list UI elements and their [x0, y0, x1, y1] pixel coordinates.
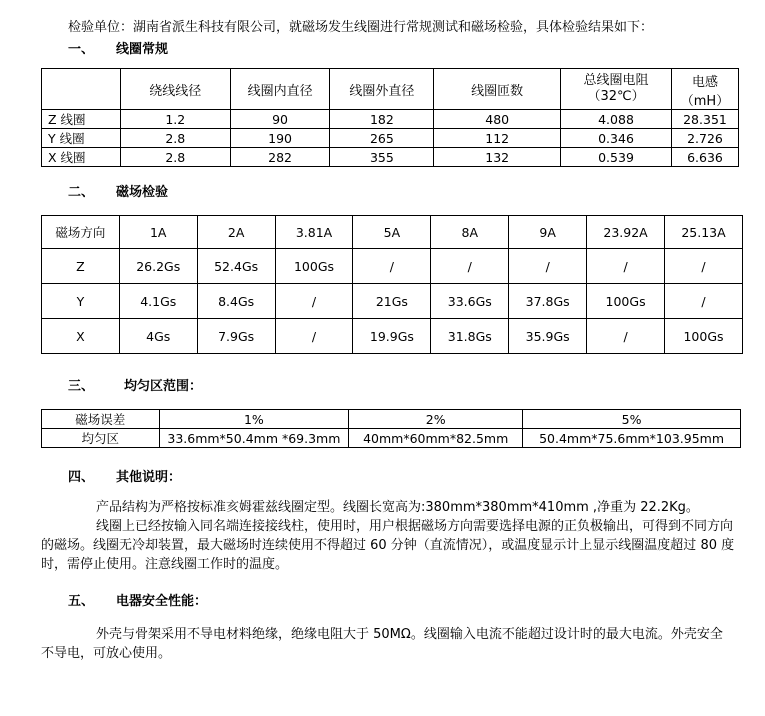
table-row — [42, 249, 743, 284]
table-header-cell: 2A — [197, 216, 275, 249]
table-cell: 100Gs — [587, 284, 665, 319]
section-3-number: 三、 — [68, 379, 95, 394]
section-2-title: 磁场检验 — [116, 185, 169, 200]
table-row — [42, 319, 743, 354]
table-cell: 182 — [330, 110, 434, 129]
table-row — [42, 110, 739, 129]
table-cell: 2.726 — [671, 129, 738, 148]
table-header-cell: 23.92A — [587, 216, 665, 249]
table-cell: / — [509, 249, 587, 284]
notes-paragraph-2: 线圈上已经按输入同名端连接接线柱，使用时，用户根据磁场方向需要选择电源的正负极输出，可得到不同方向的磁场。线圈无冷却装置，最大磁场时连续使用不得超过 60 分钟（直流情况），或温度显示计上显示线圈温度超过 80 度时，需停止使用。注意线圈工作时的温度。 — [41, 519, 735, 572]
table-cell: 35.9Gs — [509, 319, 587, 354]
table-cell: Y — [42, 284, 120, 319]
table-cell: 100Gs — [665, 319, 743, 354]
table-cell: 均匀区 — [42, 429, 160, 448]
table-cell: / — [587, 249, 665, 284]
table-cell: 26.2Gs — [119, 249, 197, 284]
table-cell: X — [42, 319, 120, 354]
table-cell: 31.8Gs — [431, 319, 509, 354]
table-cell: Z — [42, 249, 120, 284]
table-cell: 2.8 — [120, 148, 230, 167]
table-cell: 37.8Gs — [509, 284, 587, 319]
table-cell: / — [431, 249, 509, 284]
table-cell: Y 线圈 — [42, 129, 121, 148]
coil-spec-table — [41, 68, 739, 167]
table-header-cell: 线圈匝数 — [434, 69, 561, 110]
field-test-table — [41, 215, 743, 354]
section-1-number: 一、 — [68, 42, 95, 57]
table-header-row — [42, 410, 741, 429]
table-header-cell: 线圈外直径 — [330, 69, 434, 110]
section-3-title: 均匀区范围： — [124, 379, 203, 394]
table-header-cell: 5% — [523, 410, 741, 429]
section-2-number: 二、 — [68, 185, 95, 200]
table-cell: 100Gs — [275, 249, 353, 284]
notes-paragraph-1: 产品结构为严格按标准亥姆霍兹线圈定型。线圈长宽高为:380mm*380mm*410mm ,净重为 22.2Kg。 — [96, 500, 699, 515]
section-4-title: 其他说明： — [116, 470, 182, 485]
section-1-heading — [68, 38, 168, 57]
table-header-row — [42, 69, 739, 110]
table-row — [42, 148, 739, 167]
table-header-cell: 1A — [119, 216, 197, 249]
table-header-cell: 总线圈电阻（32℃） — [561, 69, 672, 110]
table-cell: 190 — [230, 129, 330, 148]
table-header-cell: 绕线线径 — [120, 69, 230, 110]
table-cell: 2.8 — [120, 129, 230, 148]
table-header-cell: 磁场误差 — [42, 410, 160, 429]
uniform-zone-table — [41, 409, 741, 448]
table-cell: / — [665, 249, 743, 284]
table-cell: 33.6mm*50.4mm *69.3mm — [159, 429, 349, 448]
section-4-number: 四、 — [68, 470, 95, 485]
table-cell: 4.1Gs — [119, 284, 197, 319]
table-header-cell — [42, 69, 121, 110]
table-cell: 8.4Gs — [197, 284, 275, 319]
table-header-cell: 磁场方向 — [42, 216, 120, 249]
table-cell: 21Gs — [353, 284, 431, 319]
table-header-cell: 3.81A — [275, 216, 353, 249]
table-cell: / — [665, 284, 743, 319]
table-header-row — [42, 216, 743, 249]
table-row — [42, 284, 743, 319]
table-cell: 19.9Gs — [353, 319, 431, 354]
table-header-cell: 1% — [159, 410, 349, 429]
table-cell: / — [275, 284, 353, 319]
table-cell: 4.088 — [561, 110, 672, 129]
table-cell: / — [353, 249, 431, 284]
table-cell: 90 — [230, 110, 330, 129]
table-cell: 0.539 — [561, 148, 672, 167]
table-cell: 265 — [330, 129, 434, 148]
table-cell: 40mm*60mm*82.5mm — [349, 429, 523, 448]
section-3-heading — [68, 375, 202, 394]
table-header-cell: 线圈内直径 — [230, 69, 330, 110]
table-row — [42, 129, 739, 148]
table-cell: X 线圈 — [42, 148, 121, 167]
table-cell: 282 — [230, 148, 330, 167]
table-header-cell: 5A — [353, 216, 431, 249]
table-row — [42, 429, 741, 448]
safety-paragraph: 外壳与骨架采用不导电材料绝缘，绝缘电阻大于 50MΩ。线圈输入电流不能超过设计时的最大电流。外壳安全不导电，可放心使用。 — [41, 627, 723, 661]
table-cell: Z 线圈 — [42, 110, 121, 129]
table-cell: 50.4mm*75.6mm*103.95mm — [523, 429, 741, 448]
table-cell: 1.2 — [120, 110, 230, 129]
section-1-title: 线圈常规 — [116, 42, 169, 57]
intro-text: 检验单位：湖南省派生科技有限公司，就磁场发生线圈进行常规测试和磁场检验，具体检验结果如下： — [68, 20, 654, 35]
section-5-title: 电器安全性能： — [116, 594, 208, 609]
table-cell: 4Gs — [119, 319, 197, 354]
table-cell: 33.6Gs — [431, 284, 509, 319]
table-cell: 480 — [434, 110, 561, 129]
table-header-cell: 9A — [509, 216, 587, 249]
table-cell: 0.346 — [561, 129, 672, 148]
table-header-cell: 电感（mH） — [671, 69, 738, 110]
table-cell: 28.351 — [671, 110, 738, 129]
table-cell: 355 — [330, 148, 434, 167]
table-cell: 6.636 — [671, 148, 738, 167]
table-cell: 52.4Gs — [197, 249, 275, 284]
table-cell: 112 — [434, 129, 561, 148]
table-cell: 132 — [434, 148, 561, 167]
table-cell: / — [275, 319, 353, 354]
section-5-number: 五、 — [68, 594, 95, 609]
table-cell: 7.9Gs — [197, 319, 275, 354]
section-2-heading — [68, 181, 168, 200]
table-header-cell: 2% — [349, 410, 523, 429]
table-header-cell: 8A — [431, 216, 509, 249]
table-cell: / — [587, 319, 665, 354]
section-4-heading — [68, 466, 181, 485]
section-5-heading — [68, 590, 207, 609]
table-header-cell: 25.13A — [665, 216, 743, 249]
